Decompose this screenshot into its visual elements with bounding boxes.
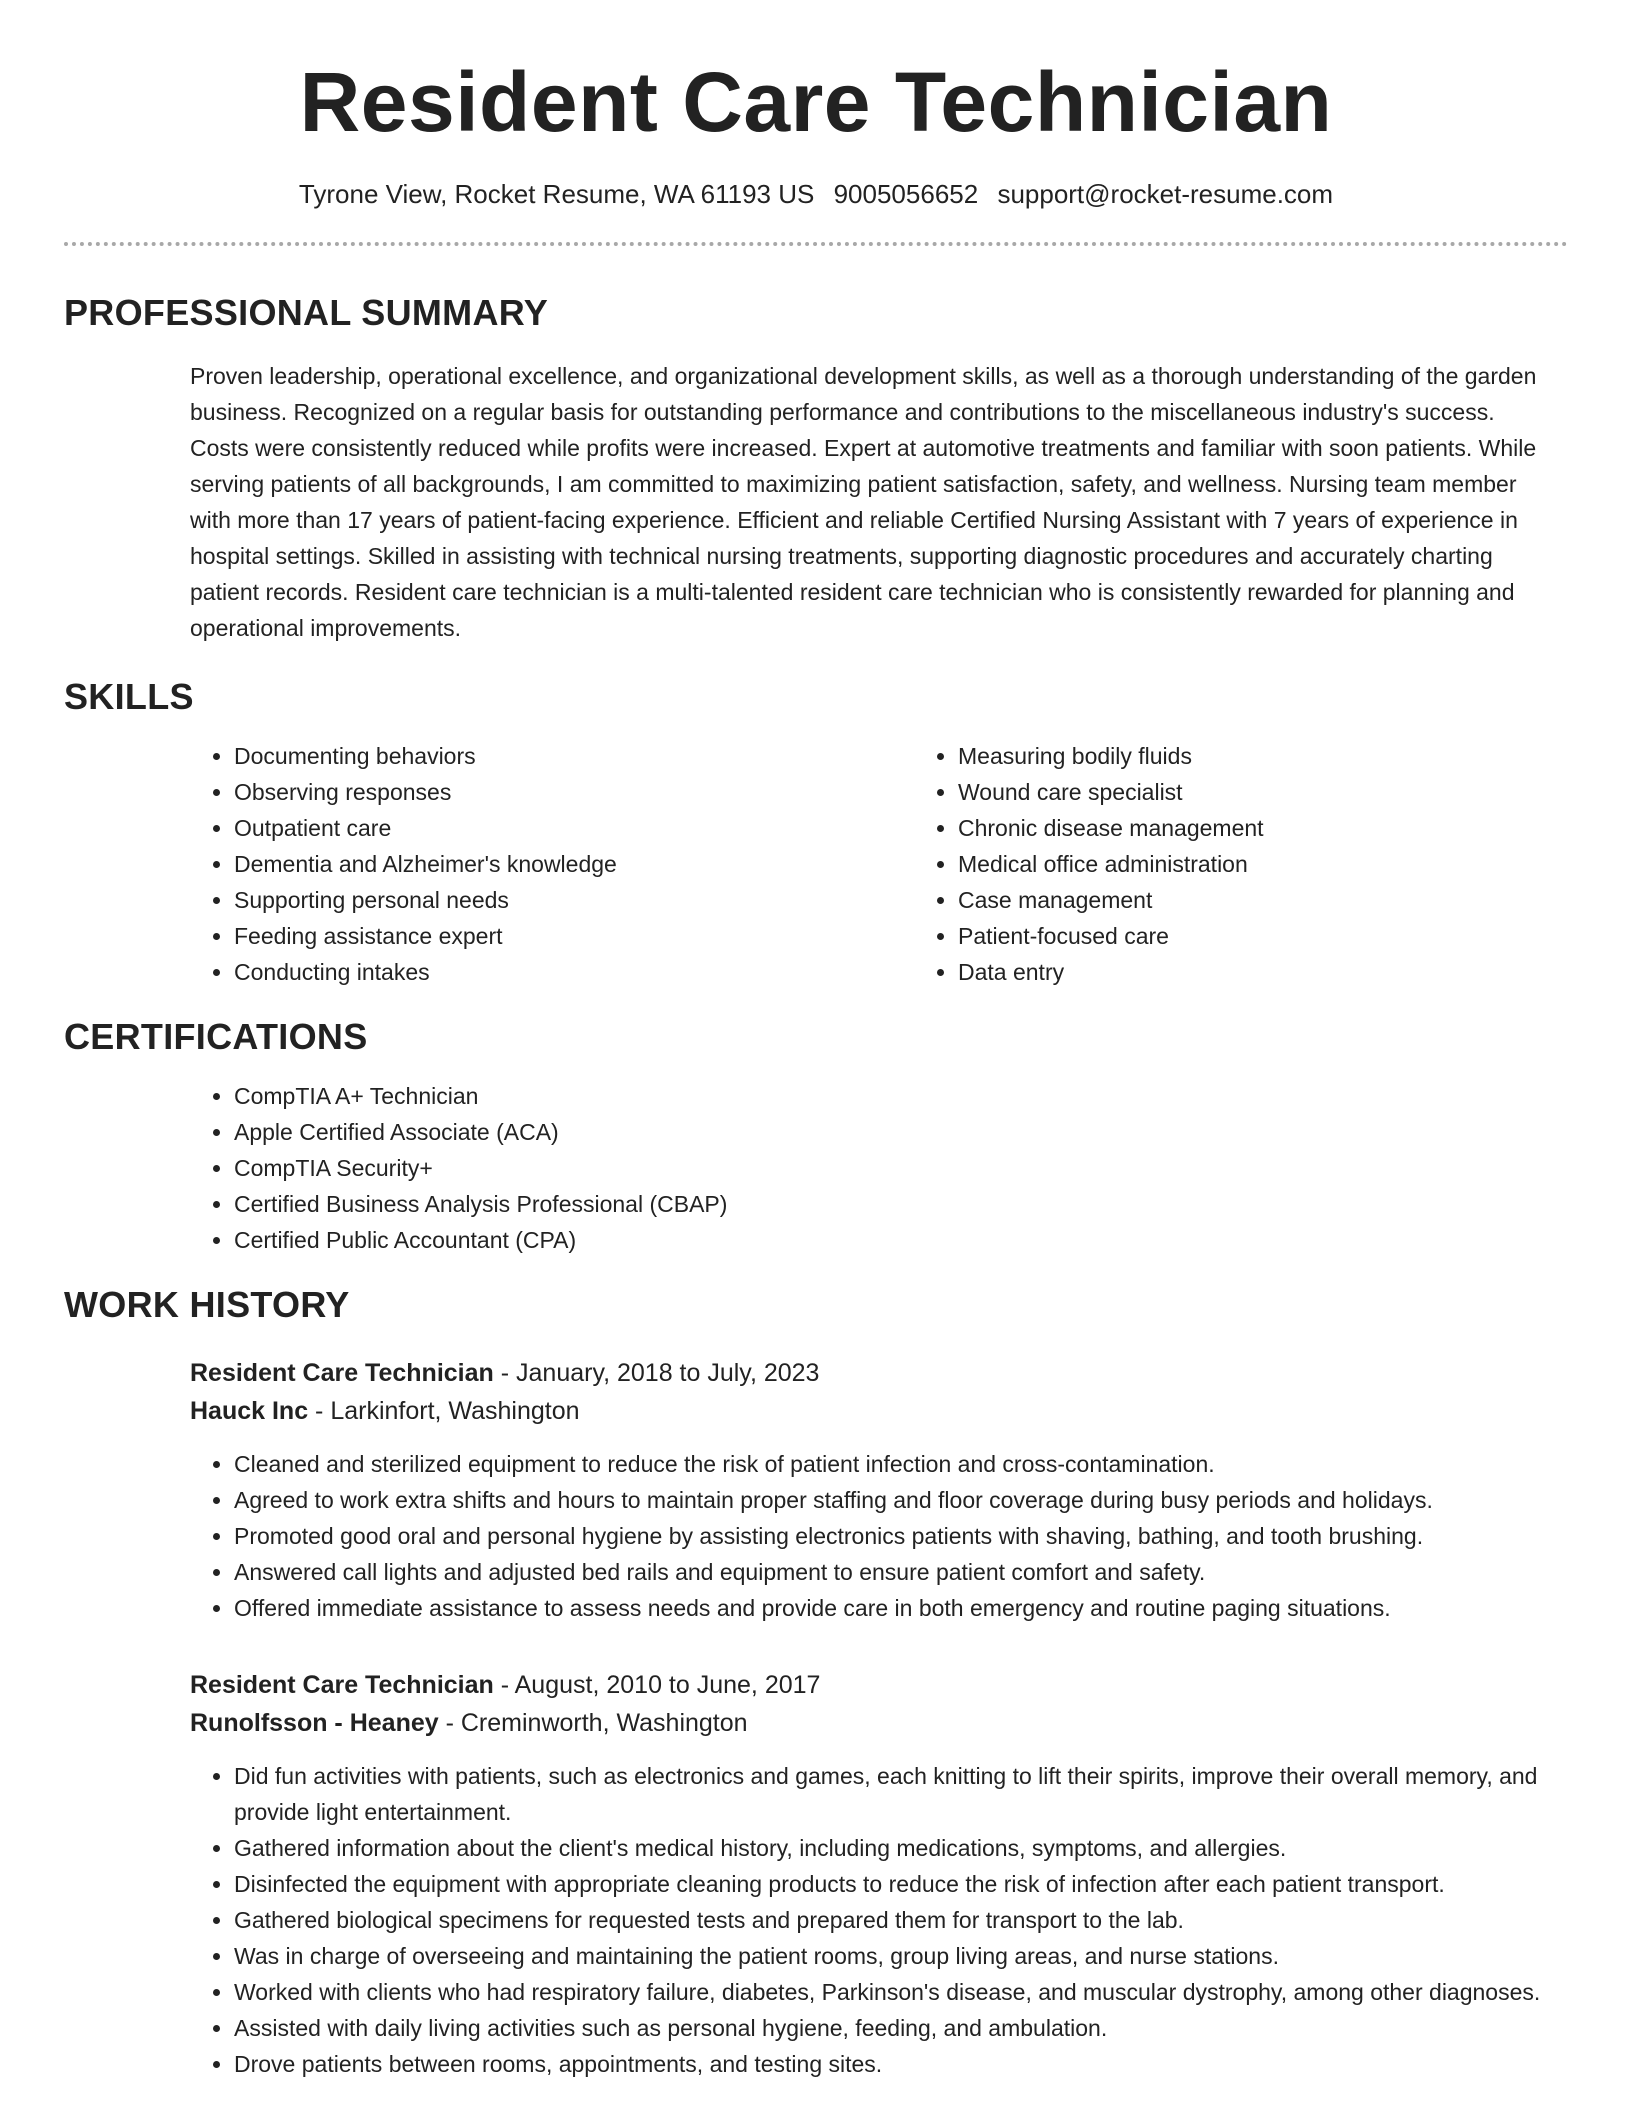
job-bullet: • Cleaned and sterilized equipment to reduce the risk of patient infection and cross-contamination.: [234, 1446, 1558, 1482]
skill-item: • Dementia and Alzheimer's knowledge: [234, 846, 914, 882]
skills-columns: [190, 738, 1558, 990]
skills-section: [0, 676, 1632, 990]
job-location: - Larkinfort, Washington: [308, 1397, 580, 1425]
skill-item: • Observing responses: [234, 774, 914, 810]
job-bullet: • Answered call lights and adjusted bed rails and equipment to ensure patient comfort and safety.: [234, 1554, 1558, 1590]
job-company: Runolfsson - Heaney: [190, 1709, 439, 1737]
job-bullet: • Assisted with daily living activities such as personal hygiene, feeding, and ambulation.: [234, 2010, 1558, 2046]
skill-item: • Conducting intakes: [234, 954, 914, 990]
skills-heading: SKILLS: [64, 676, 194, 717]
skill-item: • Feeding assistance expert: [234, 918, 914, 954]
job-bullet: • Gathered information about the client's medical history, including medications, symptoms, and allergies.: [234, 1830, 1558, 1866]
skill-item: • Wound care specialist: [958, 774, 1558, 810]
skill-item: • Case management: [958, 882, 1558, 918]
certification-item: • CompTIA A+ Technician: [234, 1078, 1558, 1114]
job-bullet: • Promoted good oral and personal hygiene by assisting electronics patients with shaving, bathing, and tooth brushing.: [234, 1518, 1558, 1554]
job-company-line: [190, 1704, 1558, 1742]
job-dates: - August, 2010 to June, 2017: [493, 1671, 821, 1699]
skill-item: • Medical office administration: [958, 846, 1558, 882]
certification-item: • CompTIA Security+: [234, 1150, 1558, 1186]
job-title-line: [190, 1666, 1558, 1704]
header-divider: [64, 242, 1568, 246]
job-company-line: [190, 1392, 1558, 1430]
certifications-list: [190, 1078, 1558, 1258]
job-bullet: • Drove patients between rooms, appointments, and testing sites.: [234, 2046, 1558, 2082]
job-title-line: [190, 1354, 1558, 1392]
job-company: Hauck Inc: [190, 1397, 309, 1425]
summary-section: [0, 292, 1632, 646]
skill-item: • Measuring bodily fluids: [958, 738, 1558, 774]
work-history-section: [0, 1284, 1632, 2082]
job-bullet: • Agreed to work extra shifts and hours to maintain proper staffing and floor coverage during busy periods and holidays.: [234, 1482, 1558, 1518]
job-location: - Creminworth, Washington: [438, 1709, 748, 1737]
summary-heading: PROFESSIONAL SUMMARY: [64, 292, 549, 333]
contact-phone: 9005056652: [833, 179, 979, 209]
job-bullets: [190, 1758, 1558, 2082]
contact-email: support@rocket-resume.com: [997, 179, 1334, 209]
contact-address: Tyrone View, Rocket Resume, WA 61193 US: [298, 179, 815, 209]
skill-item: • Supporting personal needs: [234, 882, 914, 918]
summary-text: Proven leadership, operational excellence, and organizational development skills, as well as a thorough understanding of the garden business. Recognized on a regular basis for outstanding performance and contributions to the miscellaneous industry's success. Costs were consistently reduced while profits were increased. Expert at automotive treatments and familiar with soon patients. While serving patients of all backgrounds, I am committed to maximizing patient satisfaction, safety, and wellness. Nursing team member with more than 17 years of patient-facing experience. Efficient and reliable Certified Nursing Assistant with 7 years of experience in hospital settings. Skilled in assisting with technical nursing treatments, supporting diagnostic procedures and accurately charting patient records. Resident care technician is a multi-talented resident care technician who is consistently rewarded for planning and operational improvements.: [190, 363, 1537, 641]
job-entry: [190, 1666, 1558, 2082]
skill-item: • Data entry: [958, 954, 1558, 990]
job-bullets: [190, 1446, 1558, 1626]
job-title: Resident Care Technician: [190, 1671, 494, 1699]
job-bullet: • Worked with clients who had respiratory failure, diabetes, Parkinson's disease, and muscular dystrophy, among other diagnoses.: [234, 1974, 1558, 2010]
job-entry: [190, 1354, 1558, 1626]
skills-right-list: [914, 738, 1558, 990]
skill-item: • Outpatient care: [234, 810, 914, 846]
work-history-heading: WORK HISTORY: [64, 1284, 350, 1325]
job-bullet: • Was in charge of overseeing and maintaining the patient rooms, group living areas, and nurse stations.: [234, 1938, 1558, 1974]
certifications-section: [0, 1016, 1632, 1258]
certification-item: • Apple Certified Associate (ACA): [234, 1114, 1558, 1150]
skills-left-list: [190, 738, 914, 990]
skill-item: • Patient-focused care: [958, 918, 1558, 954]
skill-item: • Documenting behaviors: [234, 738, 914, 774]
resume-header: [0, 0, 1632, 210]
job-bullet: • Disinfected the equipment with appropriate cleaning products to reduce the risk of infection after each patient transport.: [234, 1866, 1558, 1902]
certification-item: • Certified Public Accountant (CPA): [234, 1222, 1558, 1258]
candidate-name: Resident Care Technician: [299, 55, 1333, 149]
certification-item: • Certified Business Analysis Professional (CBAP): [234, 1186, 1558, 1222]
job-bullet: • Did fun activities with patients, such as electronics and games, each knitting to lift their spirits, improve their overall memory, and provide light entertainment.: [234, 1758, 1558, 1830]
certifications-heading: CERTIFICATIONS: [64, 1016, 368, 1057]
job-bullet: • Gathered biological specimens for requested tests and prepared them for transport to the lab.: [234, 1902, 1558, 1938]
job-bullet: • Offered immediate assistance to assess needs and provide care in both emergency and routine paging situations.: [234, 1590, 1558, 1626]
job-title: Resident Care Technician: [190, 1359, 494, 1387]
contact-line: [0, 178, 1632, 210]
job-dates: - January, 2018 to July, 2023: [493, 1359, 820, 1387]
skill-item: • Chronic disease management: [958, 810, 1558, 846]
